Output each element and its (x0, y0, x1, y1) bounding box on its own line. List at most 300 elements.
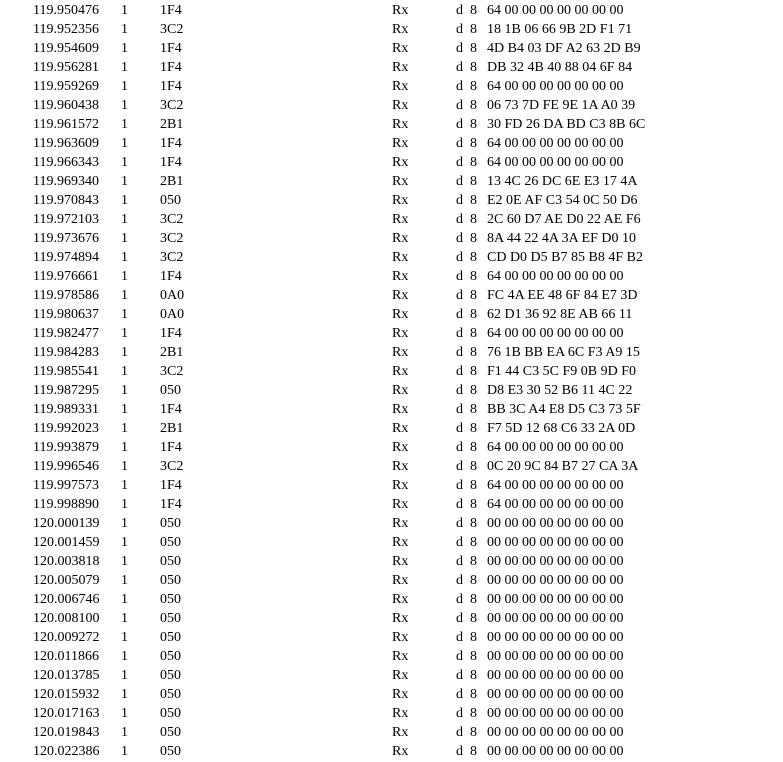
timestamp-cell: 119.984283 (33, 345, 99, 360)
dlc-cell: 8 (470, 79, 477, 94)
timestamp-cell: 119.982477 (33, 326, 99, 341)
direction-cell: Rx (392, 459, 409, 474)
frame-type-cell: d (456, 440, 463, 455)
message-id-cell: 050 (160, 611, 181, 626)
dlc-cell: 8 (470, 60, 477, 75)
direction-cell: Rx (392, 250, 409, 265)
message-id-cell: 3C2 (160, 212, 184, 227)
trace-row (0, 134, 783, 153)
timestamp-cell: 120.001459 (33, 535, 100, 550)
message-id-cell: 3C2 (160, 22, 184, 37)
direction-cell: Rx (392, 345, 409, 360)
data-bytes-cell: 64 00 00 00 00 00 00 00 (487, 497, 624, 512)
timestamp-cell: 120.006746 (33, 592, 100, 607)
data-bytes-cell: 64 00 00 00 00 00 00 00 (487, 326, 624, 341)
trace-row (0, 457, 783, 476)
channel-cell: 1 (121, 421, 128, 436)
message-id-cell: 1F4 (160, 41, 182, 56)
trace-row (0, 267, 783, 286)
dlc-cell: 8 (470, 554, 477, 569)
direction-cell: Rx (392, 117, 409, 132)
data-bytes-cell: BB 3C A4 E8 D5 C3 73 5F (487, 402, 641, 417)
message-id-cell: 1F4 (160, 269, 182, 284)
data-bytes-cell: 64 00 00 00 00 00 00 00 (487, 155, 624, 170)
data-bytes-cell: 64 00 00 00 00 00 00 00 (487, 3, 624, 18)
channel-cell: 1 (121, 573, 128, 588)
timestamp-cell: 120.008100 (33, 611, 100, 626)
frame-type-cell: d (456, 3, 463, 18)
message-id-cell: 1F4 (160, 79, 182, 94)
direction-cell: Rx (392, 744, 409, 759)
timestamp-cell: 119.976661 (33, 269, 99, 284)
frame-type-cell: d (456, 136, 463, 151)
channel-cell: 1 (121, 402, 128, 417)
frame-type-cell: d (456, 592, 463, 607)
direction-cell: Rx (392, 22, 409, 37)
frame-type-cell: d (456, 459, 463, 474)
direction-cell: Rx (392, 421, 409, 436)
data-bytes-cell: F7 5D 12 68 C6 33 2A 0D (487, 421, 636, 436)
dlc-cell: 8 (470, 193, 477, 208)
data-bytes-cell: 00 00 00 00 00 00 00 00 (487, 706, 624, 721)
timestamp-cell: 119.966343 (33, 155, 99, 170)
channel-cell: 1 (121, 649, 128, 664)
data-bytes-cell: 00 00 00 00 00 00 00 00 (487, 573, 624, 588)
trace-row (0, 438, 783, 457)
timestamp-cell: 120.017163 (33, 706, 100, 721)
frame-type-cell: d (456, 41, 463, 56)
trace-row (0, 343, 783, 362)
direction-cell: Rx (392, 60, 409, 75)
message-id-cell: 050 (160, 535, 181, 550)
frame-type-cell: d (456, 725, 463, 740)
message-id-cell: 1F4 (160, 60, 182, 75)
trace-row (0, 324, 783, 343)
frame-type-cell: d (456, 687, 463, 702)
direction-cell: Rx (392, 573, 409, 588)
trace-row (0, 305, 783, 324)
trace-row (0, 495, 783, 514)
message-id-cell: 3C2 (160, 459, 184, 474)
message-id-cell: 050 (160, 668, 181, 683)
direction-cell: Rx (392, 3, 409, 18)
dlc-cell: 8 (470, 440, 477, 455)
data-bytes-cell: 64 00 00 00 00 00 00 00 (487, 478, 624, 493)
trace-row (0, 666, 783, 685)
timestamp-cell: 119.959269 (33, 79, 99, 94)
channel-cell: 1 (121, 22, 128, 37)
timestamp-cell: 120.015932 (33, 687, 100, 702)
channel-cell: 1 (121, 117, 128, 132)
trace-row (0, 1, 783, 20)
data-bytes-cell: 2C 60 D7 AE D0 22 AE F6 (487, 212, 641, 227)
channel-cell: 1 (121, 326, 128, 341)
direction-cell: Rx (392, 478, 409, 493)
timestamp-cell: 120.022386 (33, 744, 100, 759)
trace-row (0, 533, 783, 552)
message-id-cell: 050 (160, 687, 181, 702)
frame-type-cell: d (456, 668, 463, 683)
data-bytes-cell: 00 00 00 00 00 00 00 00 (487, 725, 624, 740)
timestamp-cell: 119.993879 (33, 440, 99, 455)
direction-cell: Rx (392, 535, 409, 550)
dlc-cell: 8 (470, 326, 477, 341)
dlc-cell: 8 (470, 421, 477, 436)
message-id-cell: 3C2 (160, 364, 184, 379)
channel-cell: 1 (121, 535, 128, 550)
trace-row (0, 58, 783, 77)
data-bytes-cell: E2 0E AF C3 54 0C 50 D6 (487, 193, 638, 208)
frame-type-cell: d (456, 250, 463, 265)
channel-cell: 1 (121, 60, 128, 75)
timestamp-cell: 119.997573 (33, 478, 99, 493)
frame-type-cell: d (456, 212, 463, 227)
timestamp-cell: 120.005079 (33, 573, 100, 588)
channel-cell: 1 (121, 630, 128, 645)
frame-type-cell: d (456, 744, 463, 759)
timestamp-cell: 119.954609 (33, 41, 99, 56)
message-id-cell: 0A0 (160, 288, 185, 303)
dlc-cell: 8 (470, 155, 477, 170)
direction-cell: Rx (392, 193, 409, 208)
channel-cell: 1 (121, 174, 128, 189)
message-id-cell: 3C2 (160, 250, 184, 265)
trace-row (0, 647, 783, 666)
dlc-cell: 8 (470, 307, 477, 322)
frame-type-cell: d (456, 421, 463, 436)
timestamp-cell: 119.992023 (33, 421, 99, 436)
channel-cell: 1 (121, 212, 128, 227)
message-id-cell: 050 (160, 554, 181, 569)
channel-cell: 1 (121, 193, 128, 208)
trace-row (0, 172, 783, 191)
timestamp-cell: 119.963609 (33, 136, 99, 151)
frame-type-cell: d (456, 573, 463, 588)
message-id-cell: 050 (160, 706, 181, 721)
direction-cell: Rx (392, 326, 409, 341)
frame-type-cell: d (456, 155, 463, 170)
message-id-cell: 050 (160, 573, 181, 588)
dlc-cell: 8 (470, 478, 477, 493)
frame-type-cell: d (456, 231, 463, 246)
trace-row (0, 191, 783, 210)
channel-cell: 1 (121, 250, 128, 265)
dlc-cell: 8 (470, 288, 477, 303)
channel-cell: 1 (121, 3, 128, 18)
dlc-cell: 8 (470, 3, 477, 18)
message-id-cell: 050 (160, 516, 181, 531)
timestamp-cell: 119.987295 (33, 383, 99, 398)
trace-row (0, 229, 783, 248)
timestamp-cell: 120.003818 (33, 554, 100, 569)
data-bytes-cell: 0C 20 9C 84 B7 27 CA 3A (487, 459, 639, 474)
data-bytes-cell: 00 00 00 00 00 00 00 00 (487, 516, 624, 531)
trace-row (0, 742, 783, 761)
direction-cell: Rx (392, 687, 409, 702)
channel-cell: 1 (121, 668, 128, 683)
frame-type-cell: d (456, 98, 463, 113)
frame-type-cell: d (456, 326, 463, 341)
trace-row (0, 39, 783, 58)
data-bytes-cell: 18 1B 06 66 9B 2D F1 71 (487, 22, 633, 37)
message-id-cell: 050 (160, 744, 181, 759)
trace-row (0, 362, 783, 381)
channel-cell: 1 (121, 364, 128, 379)
channel-cell: 1 (121, 231, 128, 246)
data-bytes-cell: 64 00 00 00 00 00 00 00 (487, 269, 624, 284)
channel-cell: 1 (121, 478, 128, 493)
trace-row (0, 685, 783, 704)
direction-cell: Rx (392, 611, 409, 626)
dlc-cell: 8 (470, 174, 477, 189)
direction-cell: Rx (392, 668, 409, 683)
timestamp-cell: 120.013785 (33, 668, 100, 683)
channel-cell: 1 (121, 592, 128, 607)
data-bytes-cell: 00 00 00 00 00 00 00 00 (487, 668, 624, 683)
data-bytes-cell: 00 00 00 00 00 00 00 00 (487, 592, 624, 607)
dlc-cell: 8 (470, 687, 477, 702)
timestamp-cell: 119.952356 (33, 22, 99, 37)
direction-cell: Rx (392, 630, 409, 645)
timestamp-cell: 119.961572 (33, 117, 99, 132)
dlc-cell: 8 (470, 706, 477, 721)
message-id-cell: 2B1 (160, 117, 184, 132)
direction-cell: Rx (392, 269, 409, 284)
trace-row (0, 609, 783, 628)
dlc-cell: 8 (470, 269, 477, 284)
message-id-cell: 050 (160, 649, 181, 664)
frame-type-cell: d (456, 649, 463, 664)
message-id-cell: 2B1 (160, 345, 184, 360)
dlc-cell: 8 (470, 402, 477, 417)
timestamp-cell: 119.960438 (33, 98, 99, 113)
dlc-cell: 8 (470, 516, 477, 531)
trace-row (0, 704, 783, 723)
frame-type-cell: d (456, 117, 463, 132)
timestamp-cell: 119.978586 (33, 288, 99, 303)
trace-row (0, 552, 783, 571)
timestamp-cell: 120.000139 (33, 516, 100, 531)
frame-type-cell: d (456, 478, 463, 493)
direction-cell: Rx (392, 79, 409, 94)
dlc-cell: 8 (470, 744, 477, 759)
trace-row (0, 381, 783, 400)
timestamp-cell: 119.973676 (33, 231, 99, 246)
direction-cell: Rx (392, 364, 409, 379)
trace-row (0, 96, 783, 115)
frame-type-cell: d (456, 60, 463, 75)
direction-cell: Rx (392, 212, 409, 227)
dlc-cell: 8 (470, 41, 477, 56)
message-id-cell: 1F4 (160, 402, 182, 417)
message-id-cell: 1F4 (160, 155, 182, 170)
channel-cell: 1 (121, 345, 128, 360)
channel-cell: 1 (121, 155, 128, 170)
frame-type-cell: d (456, 497, 463, 512)
timestamp-cell: 119.985541 (33, 364, 99, 379)
frame-type-cell: d (456, 554, 463, 569)
message-id-cell: 1F4 (160, 326, 182, 341)
trace-row (0, 248, 783, 267)
direction-cell: Rx (392, 231, 409, 246)
direction-cell: Rx (392, 41, 409, 56)
data-bytes-cell: CD D0 D5 B7 85 B8 4F B2 (487, 250, 643, 265)
data-bytes-cell: F1 44 C3 5C F9 0B 9D F0 (487, 364, 636, 379)
direction-cell: Rx (392, 98, 409, 113)
dlc-cell: 8 (470, 383, 477, 398)
trace-row (0, 590, 783, 609)
data-bytes-cell: 13 4C 26 DC 6E E3 17 4A (487, 174, 638, 189)
channel-cell: 1 (121, 725, 128, 740)
frame-type-cell: d (456, 516, 463, 531)
dlc-cell: 8 (470, 649, 477, 664)
channel-cell: 1 (121, 288, 128, 303)
channel-cell: 1 (121, 383, 128, 398)
dlc-cell: 8 (470, 98, 477, 113)
message-id-cell: 0A0 (160, 307, 185, 322)
message-id-cell: 050 (160, 630, 181, 645)
trace-row (0, 419, 783, 438)
channel-cell: 1 (121, 554, 128, 569)
data-bytes-cell: 64 00 00 00 00 00 00 00 (487, 440, 624, 455)
frame-type-cell: d (456, 535, 463, 550)
data-bytes-cell: 64 00 00 00 00 00 00 00 (487, 136, 624, 151)
direction-cell: Rx (392, 725, 409, 740)
trace-row (0, 210, 783, 229)
dlc-cell: 8 (470, 668, 477, 683)
direction-cell: Rx (392, 497, 409, 512)
channel-cell: 1 (121, 459, 128, 474)
channel-cell: 1 (121, 136, 128, 151)
channel-cell: 1 (121, 497, 128, 512)
channel-cell: 1 (121, 79, 128, 94)
data-bytes-cell: 76 1B BB EA 6C F3 A9 15 (487, 345, 640, 360)
frame-type-cell: d (456, 706, 463, 721)
direction-cell: Rx (392, 516, 409, 531)
frame-type-cell: d (456, 174, 463, 189)
frame-type-cell: d (456, 22, 463, 37)
message-id-cell: 050 (160, 725, 181, 740)
data-bytes-cell: 00 00 00 00 00 00 00 00 (487, 649, 624, 664)
channel-cell: 1 (121, 744, 128, 759)
timestamp-cell: 119.980637 (33, 307, 99, 322)
direction-cell: Rx (392, 554, 409, 569)
dlc-cell: 8 (470, 231, 477, 246)
channel-cell: 1 (121, 516, 128, 531)
trace-row (0, 286, 783, 305)
trace-row (0, 400, 783, 419)
dlc-cell: 8 (470, 573, 477, 588)
message-id-cell: 1F4 (160, 3, 182, 18)
trace-row (0, 153, 783, 172)
frame-type-cell: d (456, 364, 463, 379)
direction-cell: Rx (392, 592, 409, 607)
trace-row (0, 723, 783, 742)
message-id-cell: 3C2 (160, 231, 184, 246)
timestamp-cell: 119.974894 (33, 250, 99, 265)
frame-type-cell: d (456, 611, 463, 626)
channel-cell: 1 (121, 687, 128, 702)
trace-row (0, 476, 783, 495)
frame-type-cell: d (456, 402, 463, 417)
direction-cell: Rx (392, 440, 409, 455)
data-bytes-cell: FC 4A EE 48 6F 84 E7 3D (487, 288, 638, 303)
frame-type-cell: d (456, 630, 463, 645)
timestamp-cell: 119.970843 (33, 193, 99, 208)
message-id-cell: 1F4 (160, 136, 182, 151)
message-id-cell: 050 (160, 193, 181, 208)
data-bytes-cell: 00 00 00 00 00 00 00 00 (487, 744, 624, 759)
trace-row (0, 571, 783, 590)
data-bytes-cell: DB 32 4B 40 88 04 6F 84 (487, 60, 633, 75)
data-bytes-cell: 00 00 00 00 00 00 00 00 (487, 611, 624, 626)
message-id-cell: 1F4 (160, 478, 182, 493)
direction-cell: Rx (392, 706, 409, 721)
timestamp-cell: 119.972103 (33, 212, 99, 227)
dlc-cell: 8 (470, 212, 477, 227)
trace-row (0, 628, 783, 647)
frame-type-cell: d (456, 193, 463, 208)
dlc-cell: 8 (470, 725, 477, 740)
dlc-cell: 8 (470, 250, 477, 265)
dlc-cell: 8 (470, 535, 477, 550)
dlc-cell: 8 (470, 136, 477, 151)
channel-cell: 1 (121, 98, 128, 113)
dlc-cell: 8 (470, 592, 477, 607)
timestamp-cell: 120.011866 (33, 649, 99, 664)
trace-row (0, 20, 783, 39)
frame-type-cell: d (456, 269, 463, 284)
timestamp-cell: 120.009272 (33, 630, 100, 645)
timestamp-cell: 119.998890 (33, 497, 99, 512)
trace-row (0, 514, 783, 533)
data-bytes-cell: 62 D1 36 92 8E AB 66 11 (487, 307, 633, 322)
data-bytes-cell: 00 00 00 00 00 00 00 00 (487, 630, 624, 645)
message-id-cell: 1F4 (160, 497, 182, 512)
message-id-cell: 050 (160, 383, 181, 398)
channel-cell: 1 (121, 269, 128, 284)
timestamp-cell: 119.989331 (33, 402, 99, 417)
dlc-cell: 8 (470, 345, 477, 360)
direction-cell: Rx (392, 383, 409, 398)
timestamp-cell: 119.956281 (33, 60, 99, 75)
dlc-cell: 8 (470, 22, 477, 37)
timestamp-cell: 120.019843 (33, 725, 100, 740)
data-bytes-cell: D8 E3 30 52 B6 11 4C 22 (487, 383, 633, 398)
dlc-cell: 8 (470, 611, 477, 626)
data-bytes-cell: 8A 44 22 4A 3A EF D0 10 (487, 231, 636, 246)
direction-cell: Rx (392, 136, 409, 151)
channel-cell: 1 (121, 706, 128, 721)
frame-type-cell: d (456, 345, 463, 360)
data-bytes-cell: 00 00 00 00 00 00 00 00 (487, 554, 624, 569)
direction-cell: Rx (392, 402, 409, 417)
frame-type-cell: d (456, 383, 463, 398)
frame-type-cell: d (456, 288, 463, 303)
direction-cell: Rx (392, 155, 409, 170)
channel-cell: 1 (121, 611, 128, 626)
dlc-cell: 8 (470, 459, 477, 474)
dlc-cell: 8 (470, 497, 477, 512)
data-bytes-cell: 00 00 00 00 00 00 00 00 (487, 687, 624, 702)
direction-cell: Rx (392, 174, 409, 189)
message-id-cell: 3C2 (160, 98, 184, 113)
dlc-cell: 8 (470, 117, 477, 132)
channel-cell: 1 (121, 440, 128, 455)
frame-type-cell: d (456, 79, 463, 94)
dlc-cell: 8 (470, 630, 477, 645)
direction-cell: Rx (392, 288, 409, 303)
